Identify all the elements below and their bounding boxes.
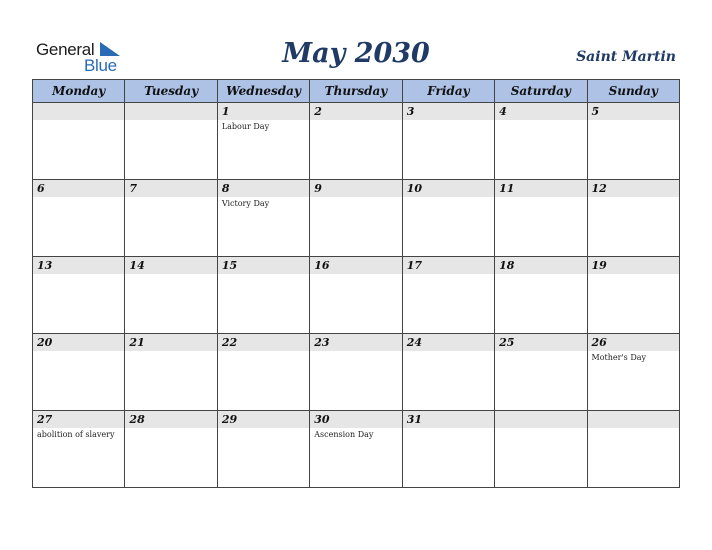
day-cell-header [218,411,309,428]
day-cell-header [495,103,586,120]
day-cell [217,180,309,257]
day-cell [33,334,125,411]
holiday-label: Ascension Day [314,430,374,439]
day-number: 5 [591,105,600,118]
weekday-friday: Friday [402,80,494,103]
day-cell [125,180,217,257]
week-row [33,411,680,488]
day-number: 1 [221,105,230,118]
day-cell [33,180,125,257]
day-number: 11 [499,182,515,195]
day-cell-header [218,180,309,197]
day-cell [33,411,125,488]
day-number: 6 [37,182,45,195]
day-cell-header [218,257,309,274]
calendar-grid [32,79,680,488]
day-cell [402,257,494,334]
day-cell-header [310,180,401,197]
day-cell-header [588,334,679,351]
day-cell-header [495,411,586,428]
day-number: 14 [129,259,145,272]
weekday-thursday: Thursday [310,80,402,103]
day-cell-header [310,334,401,351]
day-number: 7 [129,182,138,195]
logo-text-general: General [36,40,95,59]
day-cell-header [218,334,309,351]
day-cell-header [310,257,401,274]
week-row [33,257,680,334]
day-number: 19 [591,259,607,272]
day-cell [125,334,217,411]
holiday-label: Mother's Day [591,353,647,362]
day-number: 20 [37,336,53,349]
day-cell-header [33,334,124,351]
day-cell-header [403,257,494,274]
day-cell-header [33,257,124,274]
day-number: 12 [591,182,607,195]
country-label: Saint Martin [576,49,676,65]
day-number: 15 [221,259,238,272]
day-cell-header [588,411,679,428]
day-cell-header [403,411,494,428]
day-cell [587,180,679,257]
day-cell-header [125,411,216,428]
day-number: 23 [314,336,330,349]
day-number: 17 [406,259,422,272]
day-cell [33,257,125,334]
day-cell-header [33,180,124,197]
day-cell [402,103,494,180]
day-number: 18 [499,259,515,272]
holiday-label: Victory Day [221,199,270,208]
day-number: 31 [406,413,422,426]
day-cell-header [33,411,124,428]
day-cell [495,334,587,411]
day-cell-header [125,257,216,274]
week-row [33,334,680,411]
day-cell [495,103,587,180]
day-cell [402,180,494,257]
day-cell-header [588,257,679,274]
weekday-monday: Monday [33,80,125,103]
day-number: 3 [406,105,415,118]
day-number: 22 [221,336,238,349]
day-number: 13 [37,259,53,272]
day-cell-header [125,103,216,120]
day-cell [310,411,402,488]
day-cell-header [495,257,586,274]
day-cell [125,103,217,180]
day-cell-header [588,180,679,197]
day-cell-header [125,334,216,351]
day-cell-header [33,103,124,120]
day-cell [587,334,679,411]
weekday-wednesday: Wednesday [217,80,309,103]
day-cell [402,334,494,411]
weekday-header-row [33,80,680,103]
day-cell [587,257,679,334]
calendar-title: May 2030 [282,38,430,69]
day-number: 9 [314,182,322,195]
day-cell-header [495,334,586,351]
day-number: 10 [406,182,422,195]
weekday-tuesday: Tuesday [125,80,217,103]
day-cell [33,103,125,180]
day-cell [125,411,217,488]
holiday-label: Labour Day [221,122,270,131]
weekday-saturday: Saturday [495,80,587,103]
logo-text-blue: Blue [84,56,117,75]
day-number: 24 [406,336,422,349]
day-number: 28 [129,413,145,426]
weekday-sunday: Sunday [587,80,679,103]
day-number: 16 [314,259,330,272]
week-row [33,180,680,257]
day-number: 21 [129,336,145,349]
day-cell-header [403,103,494,120]
day-cell-header [403,180,494,197]
day-cell [217,411,309,488]
day-cell [217,103,309,180]
day-cell-header [310,411,401,428]
day-number: 30 [314,413,330,426]
day-number: 25 [499,336,515,349]
day-cell [587,103,679,180]
day-cell [402,411,494,488]
day-cell [310,334,402,411]
day-cell-header [125,180,216,197]
week-row [33,103,680,180]
day-cell [310,257,402,334]
holiday-label: abolition of slavery [37,430,115,439]
day-cell [587,411,679,488]
day-number: 26 [591,336,607,349]
day-cell-header [218,103,309,120]
day-number: 8 [221,182,230,195]
day-cell [125,257,217,334]
day-cell [217,257,309,334]
day-cell [495,257,587,334]
day-cell-header [403,334,494,351]
day-cell [310,180,402,257]
day-number: 2 [314,105,322,118]
day-cell-header [495,180,586,197]
day-cell-header [588,103,679,120]
day-cell [495,411,587,488]
day-cell-header [310,103,401,120]
day-cell [310,103,402,180]
day-number: 29 [221,413,238,426]
day-cell [217,334,309,411]
day-number: 4 [499,105,507,118]
day-number: 27 [37,413,53,426]
day-cell [495,180,587,257]
